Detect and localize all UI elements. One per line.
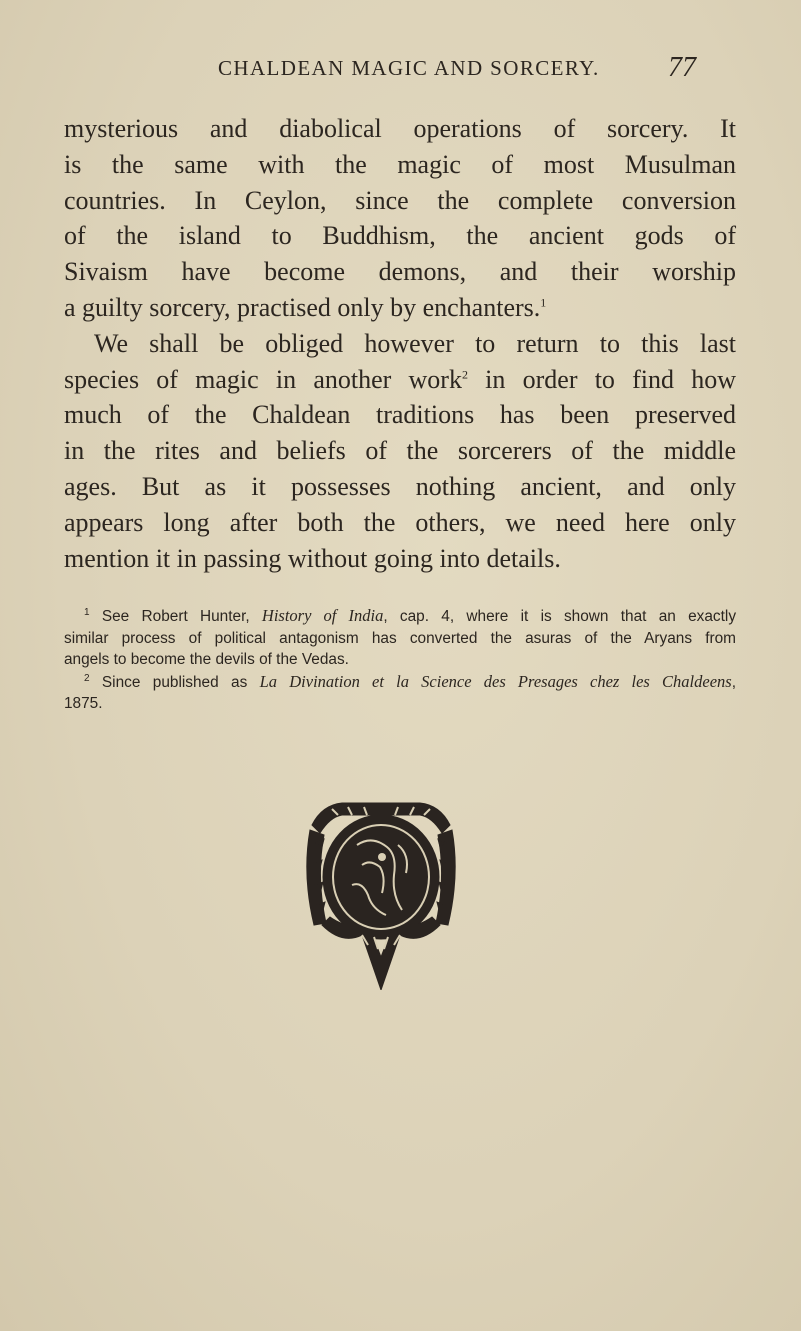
footnote-text: , cap. 4, where it is shown that an exactly bbox=[383, 608, 737, 625]
text-line: appears long after both the others, we need here only bbox=[64, 507, 736, 537]
text-line: ages. But as it possesses nothing ancient, and only bbox=[64, 471, 736, 501]
text-line: countries. In Ceylon, since the complete conversion bbox=[64, 185, 736, 215]
body-text bbox=[64, 111, 736, 576]
running-head: CHALDEAN MAGIC AND SORCERY. bbox=[218, 56, 600, 80]
footnote-1 bbox=[64, 605, 736, 628]
page-number: 77 bbox=[668, 52, 696, 83]
footnotes bbox=[64, 605, 736, 715]
footnote-line: 1875. bbox=[64, 695, 103, 712]
text-line-with-footnote bbox=[64, 290, 736, 326]
text-line: mention it in passing without going into details. bbox=[64, 543, 561, 573]
footnote-mark: 1 bbox=[84, 606, 90, 618]
text-line: mysterious and diabolical operations of sorcery. It bbox=[64, 114, 736, 143]
text-line: We shall be obliged however to return to this last bbox=[94, 328, 736, 358]
footnote-title: History of India bbox=[261, 606, 384, 625]
footnote-ref-2[interactable]: 2 bbox=[461, 366, 468, 381]
footnote-title: La Divination et la Science des Presages chez les Chaldeens bbox=[259, 671, 732, 691]
text-line: is the same with the magic of most Musulman bbox=[64, 149, 736, 179]
text-segment: in order to find how bbox=[467, 364, 737, 394]
text-segment: a guilty sorcery, practised only by enchanters. bbox=[64, 292, 541, 322]
text-line: in the rites and beliefs of the sorcerers of the middle bbox=[64, 436, 736, 466]
footnote-text: , bbox=[731, 673, 736, 691]
text-segment: species of magic in another work bbox=[64, 364, 462, 394]
text-line: much of the Chaldean traditions has been preserved bbox=[64, 400, 736, 430]
ornament-icon bbox=[302, 785, 460, 990]
footnote-text: Since published as bbox=[101, 673, 260, 691]
footnote-ref-1[interactable]: 1 bbox=[540, 295, 547, 310]
text-line-with-footnote bbox=[64, 362, 736, 398]
footnote-line: angels to become the devils of the Vedas. bbox=[64, 651, 349, 668]
text-line: of the island to Buddhism, the ancient gods of bbox=[64, 221, 736, 251]
footnote-text: See Robert Hunter, bbox=[101, 608, 262, 625]
footnote-mark: 2 bbox=[84, 672, 90, 684]
footnote-line: similar process of political antagonism has converted the asuras of the Aryans from bbox=[64, 629, 736, 647]
text-line: Sivaism have become demons, and their worship bbox=[64, 257, 736, 287]
footnote-2 bbox=[64, 671, 736, 694]
